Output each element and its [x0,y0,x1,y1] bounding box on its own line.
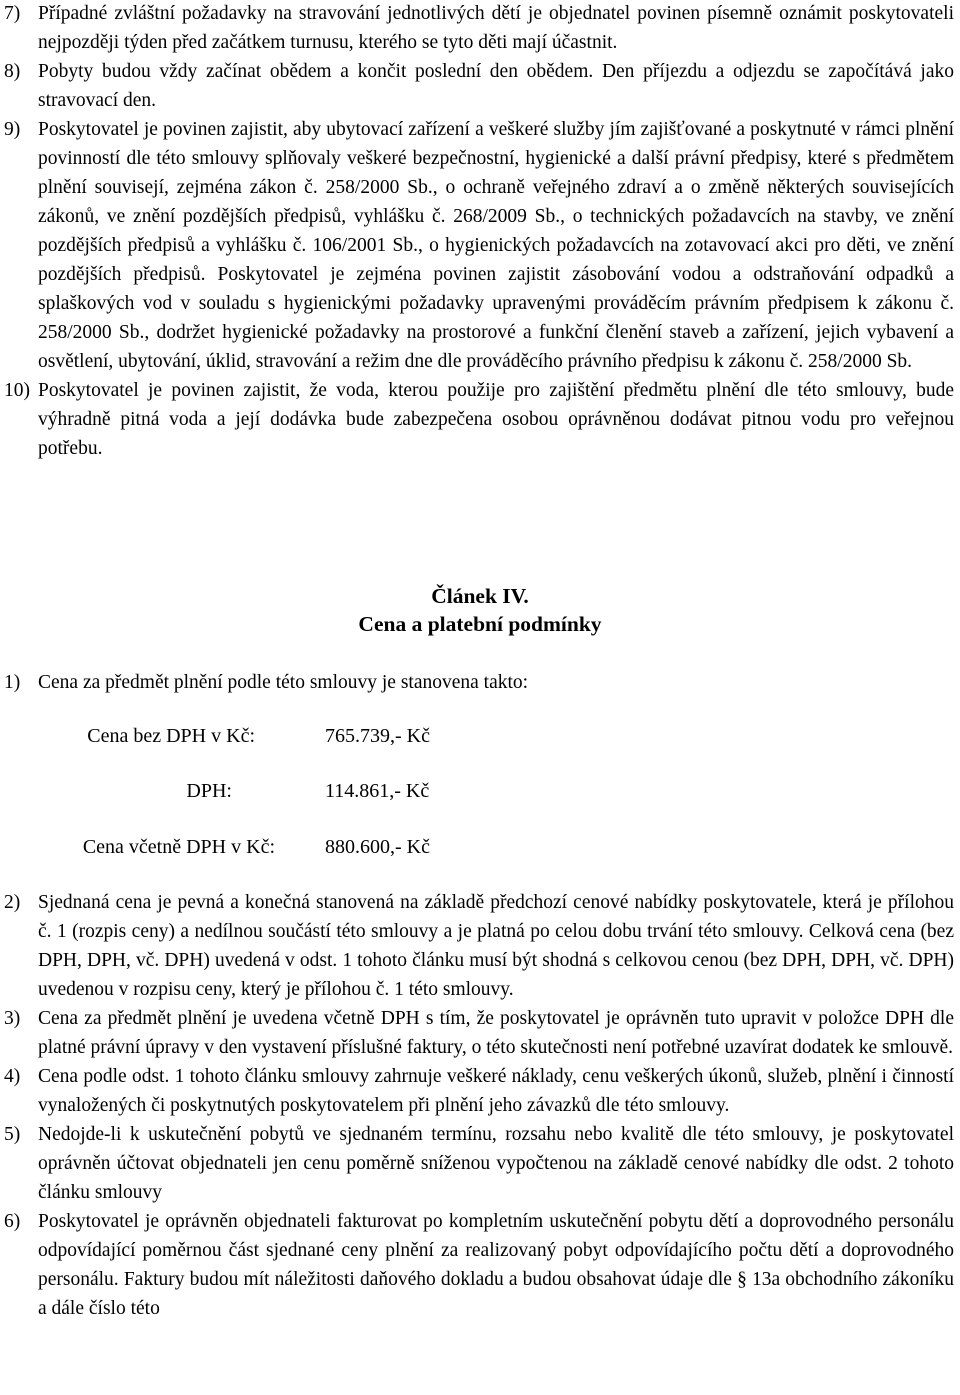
clause-4 [0,1062,960,1120]
clause-text: Sjednaná cena je pevná a konečná stanovená na základě předchozí cenové nabídky poskytovatele, která je přílohou č. 1 (rozpis ceny) a nedílnou součástí této smlouvy a je platná po celou dobu trvání této smlouvy. Celková cena (bez DPH, DPH, vč. DPH) uvedená v odst. 1 tohoto článku musí být shodná s celkovou cenou (bez DPH, DPH, vč. DPH) uvedenou v rozpisu ceny, který je přílohou č. 1 této smlouvy. [38,892,954,1000]
clause-text: Cena za předmět plnění je uvedena včetně DPH s tím, že poskytovatel je oprávněn tuto upravit v položce DPH dle platné právní úpravy v den vystavení příslušné faktury, o této skutečnosti není potřebné uzavírat dodatek ke smlouvě. [38,1008,954,1058]
price-label-vat: DPH: [186,780,232,802]
article-title: Článek IV. [431,584,529,608]
clause-text: Cena podle odst. 1 tohoto článku smlouvy zahrnuje veškeré náklady, cenu veškerých úkonů, služeb, plnění i činností vynaložených či poskytnutých poskytovatelem při plnění jeho závazků dle této smlouvy. [38,1066,954,1116]
clause-number: 6) [4,1211,21,1232]
clause-10 [0,376,960,463]
clause-number: 8) [4,61,21,82]
clauses-top [0,0,960,463]
clause-text: Cena za předmět plnění podle této smlouvy je stanovena takto: [38,672,529,693]
clause-7 [0,0,960,57]
clause-number: 1) [4,672,21,693]
clause-number: 4) [4,1066,21,1087]
clause-number: 10) [4,380,30,401]
clauses-bottom [0,888,960,1323]
clause-8 [0,57,960,115]
clause-2 [0,888,960,1004]
clause-3 [0,1004,960,1062]
clause-text: Pobyty budou vždy začínat obědem a končit poslední den obědem. Den příjezdu a odjezdu se započítává jako stravovací den. [38,61,954,111]
clause-text: Poskytovatel je povinen zajistit, že voda, kterou použije pro zajištění předmětu plnění dle této smlouvy, bude výhradně pitná voda a její dodávka bude zabezpečena osobou oprávněnou dodávat pitnou vodu pro veřejnou potřebu. [38,380,954,459]
clause-9 [0,115,960,376]
clause-number: 2) [4,892,21,913]
clause-number: 7) [4,3,21,24]
price-value-without-vat: 765.739,- Kč [325,725,430,747]
price-intro [0,668,960,697]
clause-text: Nedojde-li k uskutečnění pobytů ve sjednaném termínu, rozsahu nebo kvalitě dle této smlouvy, je poskytovatel oprávněn účtovat objednateli jen cenu poměrně sníženou vypočtenou na základě cenové nabídky dle odst. 2 tohoto článku smlouvy [38,1124,954,1203]
price-label-with-vat: Cena včetně DPH v Kč: [82,836,275,858]
clause-text: Poskytovatel je oprávněn objednateli fakturovat po kompletním uskutečnění pobytu dětí a doprovodného personálu odpovídající poměrnou část sjednané ceny plnění za realizovaný pobyt odpovídajícího počtu dětí a doprovodného personálu. Faktury budou mít náležitosti daňového dokladu a budou obsahovat údaje dle § 13a obchodního zákoníku a dále číslo této [38,1211,954,1319]
clause-6 [0,1207,960,1323]
clause-text: Poskytovatel je povinen zajistit, aby ubytovací zařízení a veškeré služby jím zajišťované a poskytnuté v rámci plnění povinností dle této smlouvy splňovaly veškeré bezpečnostní, hygienické a další právní předpisy, které s předmětem plnění souvisejí, zejména zákon č. 258/2000 Sb., o ochraně veřejného zdraví a o změně některých souvisejících zákonů, ve znění pozdějších předpisů, vyhlášku č. 268/2009 Sb., o technických požadavcích na stavby, ve znění pozdějších předpisů a vyhlášku č. 106/2001 Sb., o hygienických požadavcích na zotavovací akci pro děti, ve znění pozdějších předpisů. Poskytovatel je zejména povinen zajistit zásobování vodou a odstraňování odpadků a splaškových vod v souladu s hygienickými požadavky upravenými prováděcím právním předpisem k zákonu č. 258/2000 Sb., dodržet hygienické požadavky na prostorové a funkční členění staveb a zařízení, jejich vybavení a osvětlení, ubytování, úklid, stravování a režim dne dle prováděcího právního předpisu k zákonu č. 258/2000 Sb. [38,119,954,372]
clause-5 [0,1120,960,1207]
clause-number: 3) [4,1008,21,1029]
clause-text: Případné zvláštní požadavky na stravování jednotlivých dětí je objednatel povinen písemně oznámit poskytovateli nejpozději týden před začátkem turnusu, kterého se tyto děti mají účastnit. [38,3,954,53]
clause-number: 5) [4,1124,21,1145]
article-subtitle: Cena a platební podmínky [358,612,602,636]
price-label-without-vat: Cena bez DPH v Kč: [87,725,255,747]
price-value-vat: 114.861,- Kč [325,780,430,802]
clause-number: 9) [4,119,21,140]
price-value-with-vat: 880.600,- Kč [325,836,430,858]
